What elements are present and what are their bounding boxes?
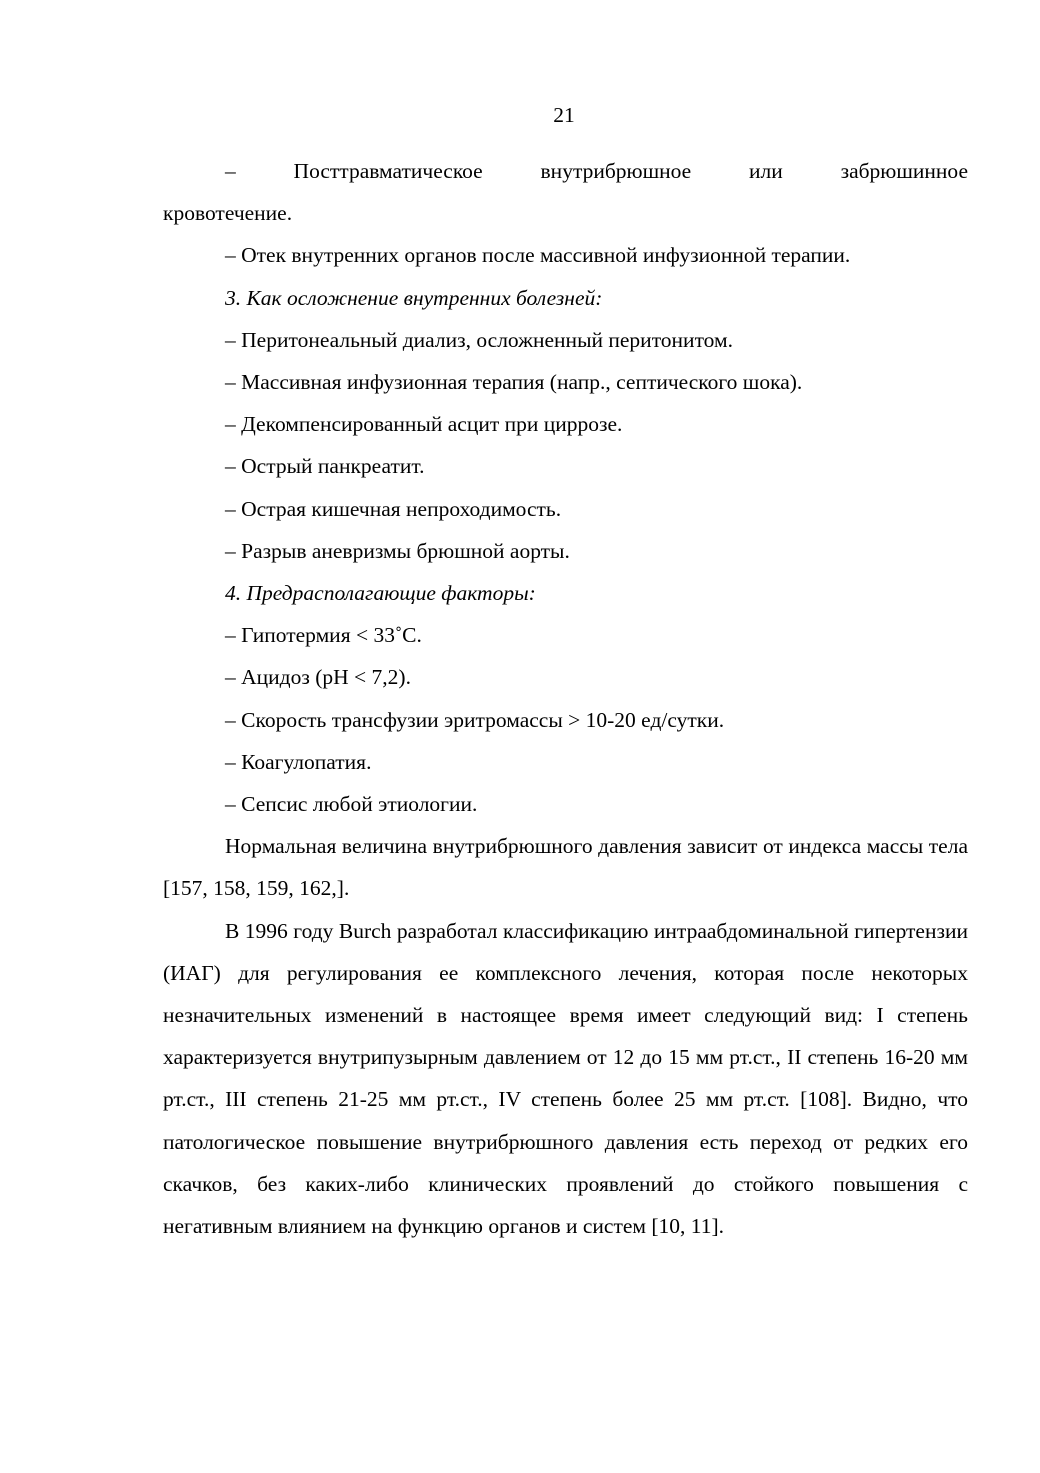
- list-item-continuation: кровотечение.: [163, 201, 293, 226]
- list-item-peritoneal-dialysis: – Перитонеальный диализ, осложненный перитонитом.: [225, 327, 734, 352]
- list-item-ascites: – Декомпенсированный асцит при циррозе.: [225, 412, 623, 437]
- list-item-bowel-obstruction: – Острая кишечная непроходимость.: [225, 496, 562, 521]
- list-item-posttraumatic-bleeding: – Посттравматическое внутрибрюшное или забрюшинное: [225, 159, 968, 183]
- paragraph-normal-pressure: Нормальная величина внутрибрюшного давления зависит от индекса массы тела [157, 158, 159, 162,].: [163, 834, 968, 901]
- section-heading-predisposing-factors: 4. Предрасполагающие факторы:: [225, 581, 536, 606]
- list-item-coagulopathy: – Коагулопатия.: [225, 749, 372, 774]
- section-heading-internal-diseases: 3. Как осложнение внутренних болезней:: [225, 285, 603, 310]
- list-item-infusion-therapy: – Массивная инфузионная терапия (напр., септического шока).: [225, 370, 803, 395]
- list-item-edema: – Отек внутренних органов после массивной инфузионной терапии.: [225, 243, 851, 268]
- list-item-acidosis: – Ацидоз (pH < 7,2).: [225, 665, 411, 690]
- page-content: [163, 150, 968, 1247]
- page-number: 21: [553, 103, 575, 127]
- list-item-transfusion-rate: – Скорость трансфузии эритромассы > 10-20 ед/сутки.: [225, 707, 725, 732]
- list-item-hypothermia: – Гипотермия < 33˚С.: [225, 623, 422, 648]
- paragraph-burch-classification: В 1996 году Burch разработал классификацию интраабдоминальной гипертензии (ИАГ) для регулирования ее комплексного лечения, которая после некоторых незначительных изменений в настоящее время имеет следующий вид: I степень характеризуется внутрипузырным давлением от 12 до 15 мм рт.ст., II степень 16-20 мм рт.ст., III степень 21-25 мм рт.ст., IV степень более 25 мм рт.ст. [108]. Видно, что патологическое повышение внутрибрюшного давления есть переход от редких его скачков, без каких-либо клинических проявлений до стойкого повышения с негативным влиянием на функцию органов и систем [10, 11].: [163, 918, 968, 1239]
- list-item-sepsis: – Сепсис любой этиологии.: [225, 792, 478, 817]
- list-item-aortic-aneurysm: – Разрыв аневризмы брюшной аорты.: [225, 538, 570, 563]
- list-item-pancreatitis: – Острый панкреатит.: [225, 454, 425, 479]
